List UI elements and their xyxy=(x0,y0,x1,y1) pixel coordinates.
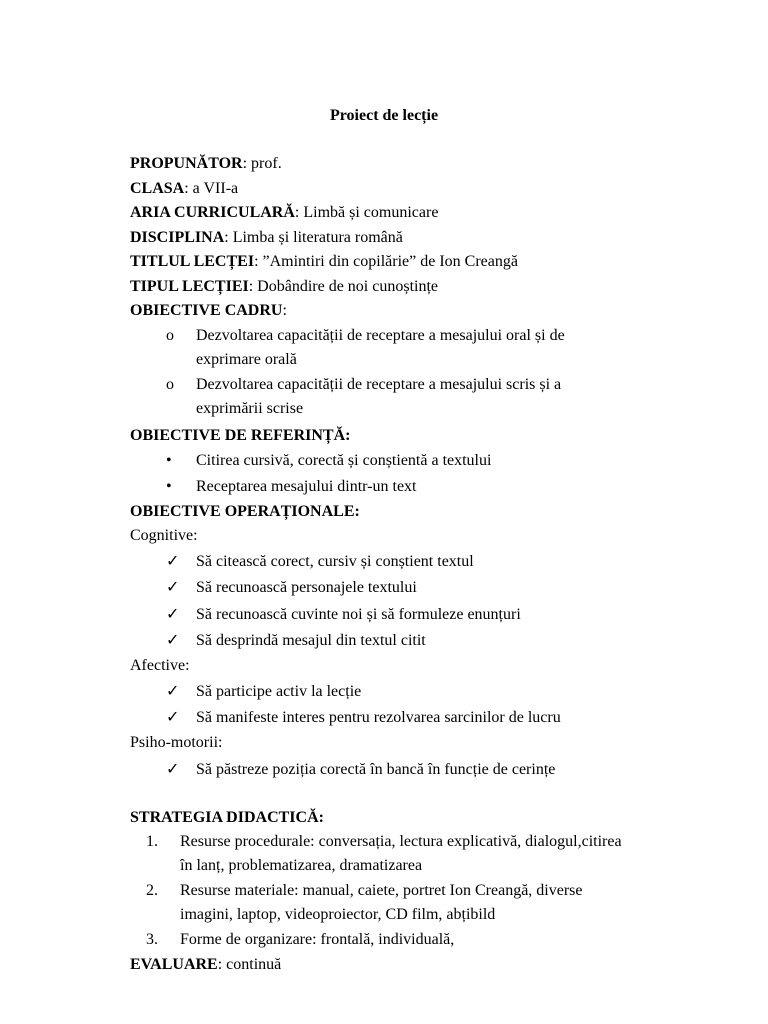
section-heading-obiective-operationale xyxy=(130,500,360,524)
circle-bullet-icon: o xyxy=(166,376,174,393)
field-disciplina xyxy=(130,226,403,250)
field-value: : Limba și literatura română xyxy=(224,229,403,246)
group-label-afective: Afective: xyxy=(130,657,190,674)
list-item: Receptarea mesajului dintr-un text xyxy=(196,478,417,495)
list-number: 1. xyxy=(146,833,158,850)
list-item-continuation: imagini, laptop, videoproiector, CD film, abțibild xyxy=(180,906,496,923)
field-value: : Dobândire de noi cunoștințe xyxy=(248,278,439,295)
heading-text: OBIECTIVE OPERAȚIONALE: xyxy=(130,503,360,520)
checkmark-icon: ✓ xyxy=(166,761,180,778)
list-item-continuation: în lanț, problematizarea, dramatizarea xyxy=(180,857,423,874)
bullet-icon: • xyxy=(166,452,172,469)
field-label: EVALUARE xyxy=(130,956,218,973)
field-value: : prof. xyxy=(242,155,282,172)
heading-text: OBIECTIVE CADRU xyxy=(130,302,283,319)
heading-text: OBIECTIVE DE REFERINȚĂ: xyxy=(130,427,351,444)
field-value: : a VII-a xyxy=(184,180,239,197)
list-item: Dezvoltarea capacității de receptare a mesajului oral și de xyxy=(196,327,565,344)
field-value: : ”Amintiri din copilărie” de Ion Creangă xyxy=(254,253,518,270)
list-item: Forme de organizare: frontală, individuală, xyxy=(180,931,455,948)
list-number: 2. xyxy=(146,882,158,899)
checkmark-icon: ✓ xyxy=(166,553,180,570)
field-clasa xyxy=(130,177,238,201)
list-item: Să participe activ la lecție xyxy=(196,683,362,700)
checkmark-icon: ✓ xyxy=(166,709,180,726)
field-propunator xyxy=(130,152,282,176)
field-label: TITLUL LECȚEI xyxy=(130,253,255,270)
field-value: : Limbă și comunicare xyxy=(294,204,439,221)
list-item: Să manifeste interes pentru rezolvarea sarcinilor de lucru xyxy=(196,709,561,726)
document-title: Proiect de lecție xyxy=(329,107,439,124)
checkmark-icon: ✓ xyxy=(166,683,180,700)
list-item: Resurse materiale: manual, caiete, portret Ion Creangă, diverse xyxy=(180,882,583,899)
list-item: Să păstreze poziția corectă în bancă în funcție de cerințe xyxy=(196,761,556,778)
section-heading-obiective-referinta xyxy=(130,424,350,448)
circle-bullet-icon: o xyxy=(166,327,174,344)
checkmark-icon: ✓ xyxy=(166,606,180,623)
bullet-icon: • xyxy=(166,478,172,495)
section-heading-obiective-cadru xyxy=(130,299,287,323)
list-item-continuation: exprimare orală xyxy=(196,351,297,368)
field-label: ARIA CURRICULARĂ xyxy=(130,204,295,221)
field-aria-curriculara xyxy=(130,201,438,225)
field-titlul-lectiei xyxy=(130,250,518,274)
section-heading-strategia xyxy=(130,806,324,830)
list-item: Să desprindă mesajul din textul citit xyxy=(196,632,426,649)
heading-suffix: : xyxy=(282,302,287,319)
field-value: : continuă xyxy=(217,956,282,973)
list-item: Să recunoască cuvinte noi și să formuleze enunțuri xyxy=(196,606,521,623)
checkmark-icon: ✓ xyxy=(166,632,180,649)
list-item: Să recunoască personajele textului xyxy=(196,579,417,596)
checkmark-icon: ✓ xyxy=(166,579,180,596)
heading-text: STRATEGIA DIDACTICĂ: xyxy=(130,809,324,826)
field-tipul-lectiei xyxy=(130,275,438,299)
list-number: 3. xyxy=(146,931,158,948)
group-label-psiho-motorii: Psiho-motorii: xyxy=(130,734,223,751)
list-item: Resurse procedurale: conversația, lectura explicativă, dialogul,citirea xyxy=(180,833,622,850)
field-evaluare xyxy=(130,953,281,977)
list-item: Să citească corect, cursiv și conștient textul xyxy=(196,553,474,570)
field-label: CLASA xyxy=(130,180,185,197)
list-item-continuation: exprimării scrise xyxy=(196,400,304,417)
field-label: PROPUNĂTOR xyxy=(130,155,243,172)
list-item: Citirea cursivă, corectă și conștientă a textului xyxy=(196,452,492,469)
field-label: DISCIPLINA xyxy=(130,229,225,246)
list-item: Dezvoltarea capacității de receptare a mesajului scris și a xyxy=(196,376,562,393)
field-label: TIPUL LECȚIEI xyxy=(130,278,249,295)
group-label-cognitive: Cognitive: xyxy=(130,527,198,544)
